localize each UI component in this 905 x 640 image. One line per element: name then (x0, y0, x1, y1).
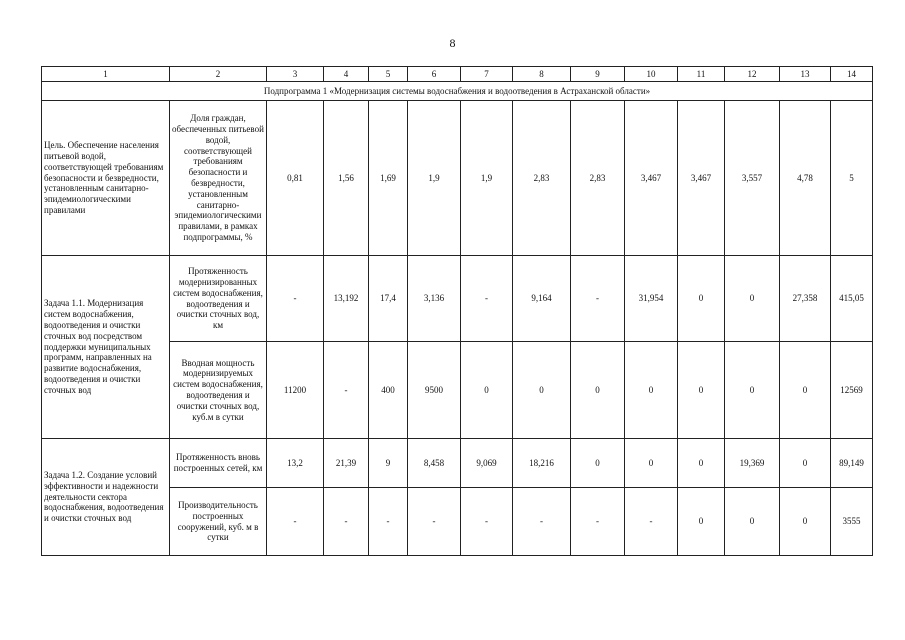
value-cell: 0 (678, 342, 725, 439)
value-cell: 21,39 (324, 439, 369, 488)
value-cell: 13,2 (267, 439, 324, 488)
value-cell: - (267, 488, 324, 556)
value-cell: 8,458 (408, 439, 461, 488)
indicator-cell: Доля граждан, обеспеченных питьевой водой, соответствующей требованиям безопасности и безвредности, установленным санитарно-эпидемиологическими правилами, в рамках подпрограммы, % (170, 101, 267, 256)
column-number: 9 (571, 67, 625, 82)
goal-cell: Задача 1.1. Модернизация систем водоснабжения, водоотведения и очистки сточных вод посредством поддержки муниципальных программ, направленных на развитие водоснабжения, водоотведения и очистки сточных вод (42, 256, 170, 439)
column-number: 3 (267, 67, 324, 82)
value-cell: 18,216 (513, 439, 571, 488)
value-cell: 9,069 (461, 439, 513, 488)
value-cell: - (324, 488, 369, 556)
table-row (42, 439, 873, 488)
column-number: 5 (369, 67, 408, 82)
value-cell: 3,467 (625, 101, 678, 256)
value-cell: 0 (678, 488, 725, 556)
value-cell: - (408, 488, 461, 556)
value-cell: 0 (571, 342, 625, 439)
value-cell: 0 (678, 439, 725, 488)
value-cell: 27,358 (780, 256, 831, 342)
value-cell: 2,83 (513, 101, 571, 256)
value-cell: 400 (369, 342, 408, 439)
indicator-cell: Протяженность вновь построенных сетей, км (170, 439, 267, 488)
value-cell: 9 (369, 439, 408, 488)
value-cell: 3,136 (408, 256, 461, 342)
value-cell: 3555 (831, 488, 873, 556)
value-cell: 0,81 (267, 101, 324, 256)
value-cell: 2,83 (571, 101, 625, 256)
value-cell: - (267, 256, 324, 342)
page-number: 8 (449, 36, 456, 50)
column-number: 2 (170, 67, 267, 82)
goal-cell: Цель. Обеспечение населения питьевой водой, соответствующей требованиям безопасности и безвредности, установленным санитарно-эпидемиологическими правилами (42, 101, 170, 256)
value-cell: 0 (780, 439, 831, 488)
value-cell: - (571, 488, 625, 556)
value-cell: 4,78 (780, 101, 831, 256)
value-cell: 9500 (408, 342, 461, 439)
value-cell: 0 (725, 488, 780, 556)
column-number: 1 (42, 67, 170, 82)
value-cell: 1,9 (461, 101, 513, 256)
value-cell: 12569 (831, 342, 873, 439)
table-row (42, 256, 873, 342)
value-cell: 1,56 (324, 101, 369, 256)
column-number: 10 (625, 67, 678, 82)
column-number: 7 (461, 67, 513, 82)
subprogram-row (42, 82, 873, 101)
value-cell: 0 (461, 342, 513, 439)
value-cell: 0 (780, 488, 831, 556)
indicators-table (41, 66, 873, 556)
value-cell: 17,4 (369, 256, 408, 342)
value-cell: 0 (625, 439, 678, 488)
value-cell: 3,467 (678, 101, 725, 256)
value-cell: - (461, 488, 513, 556)
subprogram-title: Подпрограмма 1 «Модернизация системы водоснабжения и водоотведения в Астраханской области» (42, 82, 873, 101)
value-cell: 19,369 (725, 439, 780, 488)
column-number: 13 (780, 67, 831, 82)
value-cell: 5 (831, 101, 873, 256)
value-cell: 0 (625, 342, 678, 439)
value-cell: 1,69 (369, 101, 408, 256)
value-cell: - (625, 488, 678, 556)
value-cell: 0 (678, 256, 725, 342)
value-cell: - (324, 342, 369, 439)
value-cell: 9,164 (513, 256, 571, 342)
column-number: 4 (324, 67, 369, 82)
value-cell: 0 (725, 342, 780, 439)
table-row (42, 101, 873, 256)
indicator-cell: Вводная мощность модернизируемых систем водоснабжения, водоотведения и очистки сточных вод, куб.м в сутки (170, 342, 267, 439)
value-cell: 415,05 (831, 256, 873, 342)
column-number: 6 (408, 67, 461, 82)
value-cell: 3,557 (725, 101, 780, 256)
value-cell: 0 (571, 439, 625, 488)
value-cell: 11200 (267, 342, 324, 439)
value-cell: - (369, 488, 408, 556)
indicator-cell: Производительность построенных сооружений, куб. м в сутки (170, 488, 267, 556)
indicator-cell: Протяженность модернизированных систем водоснабжения, водоотведения и очистки сточных вод, км (170, 256, 267, 342)
value-cell: 89,149 (831, 439, 873, 488)
value-cell: - (461, 256, 513, 342)
column-number: 14 (831, 67, 873, 82)
value-cell: 0 (780, 342, 831, 439)
value-cell: 0 (725, 256, 780, 342)
value-cell: 31,954 (625, 256, 678, 342)
value-cell: 13,192 (324, 256, 369, 342)
column-number: 11 (678, 67, 725, 82)
value-cell: - (513, 488, 571, 556)
column-number-row (42, 67, 873, 82)
value-cell: 1,9 (408, 101, 461, 256)
column-number: 12 (725, 67, 780, 82)
column-number: 8 (513, 67, 571, 82)
value-cell: 0 (513, 342, 571, 439)
value-cell: - (571, 256, 625, 342)
goal-cell: Задача 1.2. Создание условий эффективности и надежности деятельности сектора водоснабжения, водоотведения и очистки сточных вод (42, 439, 170, 556)
